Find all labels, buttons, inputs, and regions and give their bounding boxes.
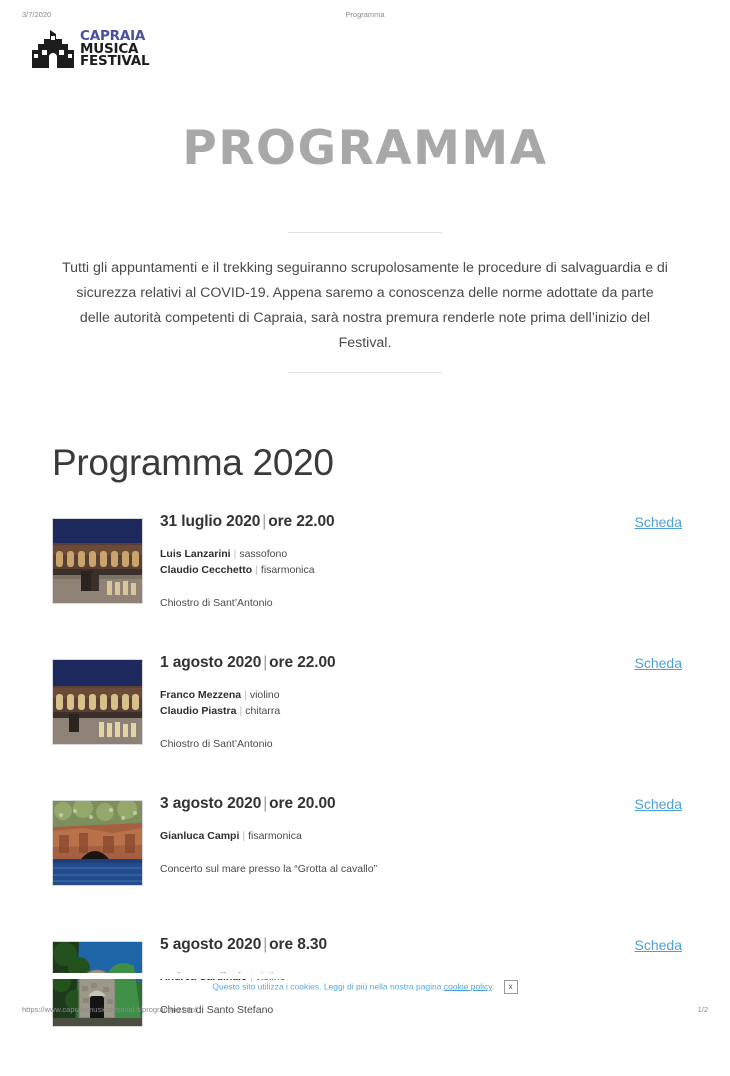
- cookie-policy-link[interactable]: cookie policy: [443, 981, 492, 992]
- performer-name: Luis Lanzarini: [160, 548, 231, 560]
- event-time: ore 22.00: [268, 513, 335, 530]
- event-separator: |: [263, 795, 268, 812]
- event-scheda-link[interactable]: Scheda: [634, 937, 682, 953]
- performer-instrument: violino: [249, 689, 280, 701]
- event-row: [0, 653, 730, 794]
- page-title: PROGRAMMA: [182, 121, 548, 176]
- event-performer: [160, 828, 580, 844]
- event-date: 5 agosto 2020: [160, 936, 262, 953]
- event-venue: Chiostro di Sant’Antonio: [160, 738, 273, 750]
- performer-pipe: |: [233, 548, 237, 560]
- event-datetime: [160, 935, 580, 955]
- event-thumbnail[interactable]: [52, 518, 143, 604]
- divider-bottom: [288, 372, 443, 373]
- logo-line-capraia: CAPRAIA: [80, 28, 146, 44]
- print-header-date: 3/7/2020: [22, 10, 52, 19]
- cookie-consent-banner: [0, 980, 730, 994]
- event-scheda-link[interactable]: Scheda: [634, 655, 682, 671]
- event-performer: [160, 546, 580, 562]
- print-footer-page-number: 1/2: [697, 1005, 708, 1014]
- event-datetime: [160, 653, 580, 673]
- event-scheda-link[interactable]: Scheda: [634, 796, 682, 812]
- event-performer: [160, 687, 580, 703]
- festival-building-icon: [32, 30, 74, 68]
- event-performer: [160, 562, 580, 578]
- event-details: [160, 794, 580, 877]
- event-time: ore 22.00: [269, 654, 336, 671]
- print-header: [0, 10, 730, 24]
- event-details: [160, 653, 580, 752]
- cookie-text: Questo sito utilizza i cookies. Leggi di più nella nostra pagina: [212, 981, 442, 992]
- performer-pipe: |: [255, 564, 258, 576]
- performer-name: Claudio Piastra: [160, 705, 237, 717]
- performer-name: Claudio Cecchetto: [160, 564, 253, 576]
- performer-pipe: |: [242, 830, 246, 842]
- event-separator: |: [262, 513, 267, 530]
- event-separator: |: [263, 654, 268, 671]
- performer-instrument: sassofono: [239, 548, 288, 560]
- divider-top: [288, 232, 443, 233]
- performer-name: Franco Mezzena: [160, 689, 242, 701]
- event-details: [160, 512, 580, 611]
- performer-name: Gianluca Campi: [160, 830, 240, 842]
- event-venue: Chiostro di Sant’Antonio: [160, 597, 273, 609]
- performer-pipe: |: [239, 705, 243, 717]
- performer-instrument: fisarmonica: [248, 830, 302, 842]
- event-row: [0, 794, 730, 935]
- event-datetime: [160, 794, 580, 814]
- event-time: ore 20.00: [269, 795, 336, 812]
- performer-instrument: chitarra: [245, 705, 281, 717]
- event-scheda-link[interactable]: Scheda: [634, 514, 682, 530]
- event-time: ore 8.30: [269, 936, 327, 953]
- logo-wordmark: [80, 30, 149, 68]
- event-separator: |: [263, 936, 268, 953]
- site-logo[interactable]: [32, 30, 149, 68]
- cookie-text-trailing: .: [491, 981, 495, 992]
- logo-line-festival: FESTIVAL: [80, 53, 150, 70]
- print-header-title: Programma: [345, 10, 385, 19]
- event-datetime: [160, 512, 580, 532]
- close-icon[interactable]: x: [504, 980, 518, 994]
- event-venue: Concerto sul mare presso la “Grotta al cavallo”: [160, 863, 378, 875]
- logo-line-musica: MUSICA: [80, 40, 139, 57]
- event-date: 31 luglio 2020: [160, 513, 261, 530]
- print-footer: [0, 1005, 730, 1019]
- performer-instrument: fisarmonica: [260, 564, 315, 576]
- event-row: [0, 512, 730, 653]
- performer-pipe: |: [244, 689, 247, 701]
- print-footer-url: https://www.capraiamusicafestival.it/programma.html: [22, 1005, 197, 1014]
- section-heading: Programma 2020: [52, 442, 334, 483]
- event-thumbnail[interactable]: [52, 659, 143, 745]
- event-date: 3 agosto 2020: [160, 795, 262, 812]
- page-bottom-mask: [0, 973, 730, 979]
- event-date: 1 agosto 2020: [160, 654, 262, 671]
- intro-paragraph: Tutti gli appuntamenti e il trekking seguiranno scrupolosamente le procedure di salvaguardia e di sicurezza relativi al COVID-19. Appena saremo a conoscenza delle norme adottate da parte delle autorità competenti di Capraia, sarà nostra premura renderle note prima dell’inizio del Festival.: [62, 260, 668, 351]
- event-venue: Chiesa di Santo Stefano: [160, 1004, 274, 1016]
- event-thumbnail[interactable]: [52, 800, 143, 886]
- event-performer: [160, 703, 580, 719]
